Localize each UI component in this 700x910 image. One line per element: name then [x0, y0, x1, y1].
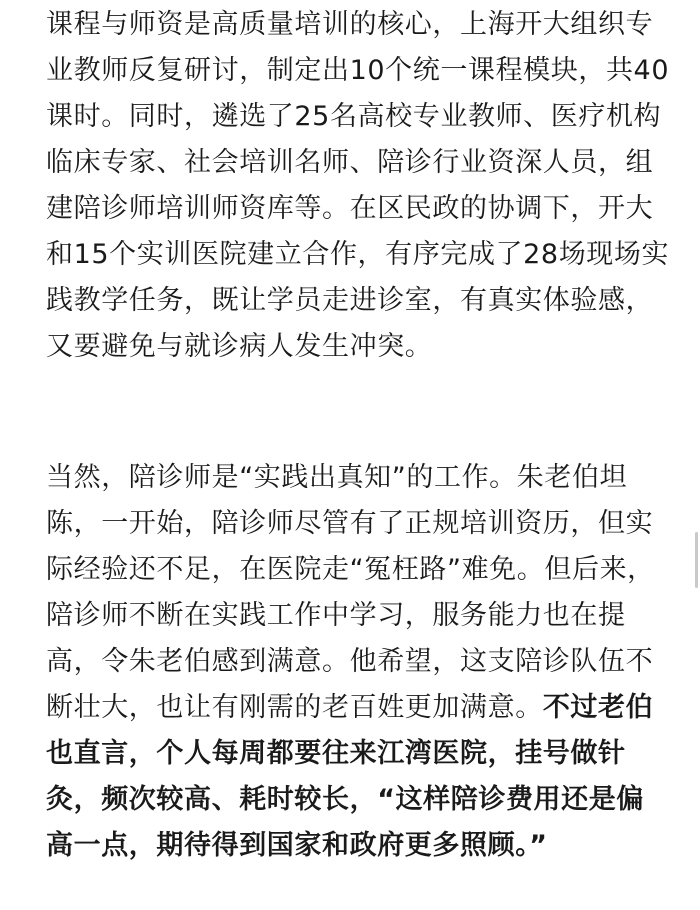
text-line: 高，令朱老伯感到满意。他希望，这支陪诊队伍不	[46, 646, 654, 677]
text-line: 陈，一开始，陪诊师尽管有了正规培训资历，但实	[46, 508, 654, 539]
paragraph-1	[46, 2, 670, 370]
text-line: 临床专家、社会培训名师、陪诊行业资深人员，组	[46, 147, 654, 178]
text-line: 课程与师资是高质量培训的核心，上海开大组织专	[46, 9, 654, 40]
paragraph-2	[46, 455, 666, 869]
text-normal: 断壮大，也让有刚需的老百姓更加满意。	[46, 692, 543, 723]
text-line: 陪诊师不断在实践工作中学习，服务能力也在提	[46, 600, 626, 631]
text-line: 业教师反复研讨，制定出10个统一课程模块，共40	[46, 55, 670, 86]
text-line-bold: 也直言，个人每周都要往来江湾医院，挂号做针	[46, 738, 626, 769]
text-line-mixed	[46, 685, 666, 731]
text-line-bold: 灸，频次较高、耗时较长，“这样陪诊费用还是偏	[46, 784, 644, 815]
text-line: 践教学任务，既让学员走进诊室，有真实体验感，	[46, 285, 654, 316]
text-line: 际经验还不足，在医院走“冤枉路”难免。但后来，	[46, 554, 655, 585]
text-line: 和15个实训医院建立合作，有序完成了28场现场实	[46, 239, 670, 270]
text-line: 当然，陪诊师是“实践出真知”的工作。朱老伯坦	[46, 462, 628, 493]
text-line: 建陪诊师培训师资库等。在区民政的协调下，开大	[46, 193, 654, 224]
text-bold: 不过老伯	[542, 692, 654, 723]
text-line: 又要避免与就诊病人发生冲突。	[46, 331, 433, 362]
text-line-bold: 高一点，期待得到国家和政府更多照顾。”	[46, 830, 548, 861]
scroll-indicator[interactable]	[695, 532, 698, 588]
text-line: 课时。同时，遴选了25名高校专业教师、医疗机构	[46, 101, 662, 132]
